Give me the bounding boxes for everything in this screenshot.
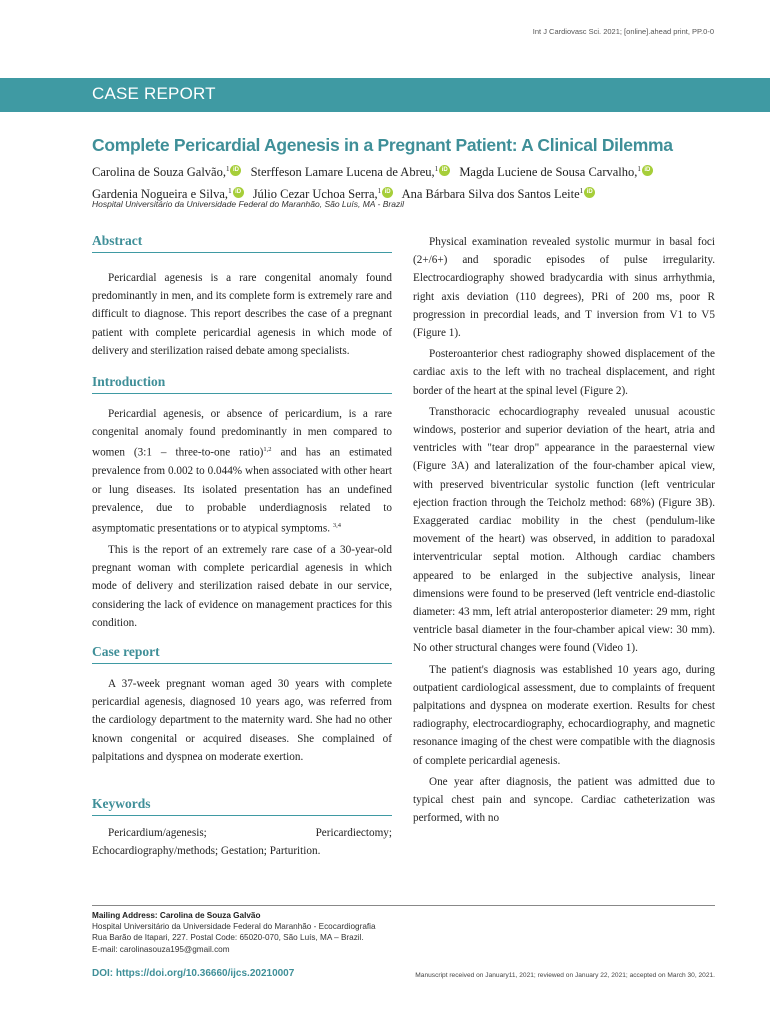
orcid-icon[interactable]: iD [382, 187, 393, 198]
author-name: Júlio Cezar Uchoa Serra, [252, 187, 378, 202]
author-affiliation-ref: 1 [225, 165, 230, 173]
case-report-paragraph: A 37-week pregnant woman aged 30 years with complete pericardial agenesis, diagnosed 10 years ago, was referred from the cardiology department to the maternity ward. She had no other known congenital or acquired diseases. She complained of palpitations and dyspnea on moderate exertion. [92, 677, 392, 763]
orcid-icon[interactable]: iD [642, 165, 653, 176]
body-paragraph: One year after diagnosis, the patient was admitted due to typical chest pain and syncope. Cardiac catheterization was performed, with no [413, 775, 715, 825]
mailing-line: Rua Barão de Itapari, 227. Postal Code: 65020-070, São Luís, MA – Brazil. [92, 933, 364, 943]
author [459, 165, 653, 179]
author-affiliation-ref: 1 [579, 187, 584, 196]
author-name: Sterffeson Lamare Lucena de Abreu, [250, 165, 435, 180]
author-name: Magda Luciene de Sousa Carvalho, [459, 165, 638, 180]
abstract-heading: Abstract [92, 233, 392, 253]
journal-reference: Int J Cardiovasc Sci. 2021; [online].ahead print, PP.0-0 [532, 27, 714, 36]
left-column [92, 233, 392, 860]
article-type-label: CASE REPORT [92, 84, 216, 103]
author [92, 165, 241, 179]
article-title: Complete Pericardial Agenesis in a Pregnant Patient: A Clinical Dilemma [92, 135, 673, 155]
orcid-icon[interactable]: iD [233, 187, 244, 198]
mailing-address [92, 910, 376, 955]
author [251, 165, 451, 179]
affiliation: Hospital Universitário da Universidade Federal do Maranhão, São Luís, MA - Brazil [92, 199, 404, 209]
orcid-icon[interactable]: iD [439, 165, 450, 176]
footer-divider [92, 905, 715, 906]
citation-ref: 1,2 [263, 446, 272, 454]
author-affiliation-ref: 1 [637, 165, 641, 173]
article-type-banner [0, 78, 770, 112]
introduction-text: Pericardial agenesis, or absence of pericardium, is a rare congenital anomaly found predominantly in men compared to women (3:1 – three-to-one ratio) [92, 408, 392, 460]
body-paragraph: Physical examination revealed systolic murmur in basal foci (2+/6+) and sporadic episodes of pulse irregularity. Electrocardiography showed bradycardia with sinus arrhythmia, right axis deviation (110 degrees), PRi of 200 ms, poor R progression in precordial leads, and T inversion from V1 to V5 (Figure 1). [413, 236, 715, 340]
author-name: Carolina de Souza Galvão, [92, 165, 226, 180]
author-name: Gardenia Nogueira e Silva, [92, 187, 229, 202]
introduction-paragraph [92, 405, 392, 538]
right-column [413, 233, 715, 828]
keywords-heading: Keywords [92, 796, 392, 816]
author-name: Ana Bárbara Silva dos Santos Leite [401, 187, 580, 202]
orcid-icon[interactable]: iD [230, 165, 241, 176]
author-affiliation-ref: 1 [377, 187, 382, 196]
doi-link[interactable]: DOI: https://doi.org/10.36660/ijcs.20210007 [92, 968, 295, 979]
mailing-line: Hospital Universitário da Universidade Federal do Maranhão - Ecocardiografia [92, 922, 376, 932]
body-paragraph: Transthoracic echocardiography revealed unusual acoustic windows, posterior and superior deviation of the heart, atria and ventricles with "tear drop" appearance in the paraesternal view (Figure 3A) and lateralization of the four-chamber apical view, with preserved biventricular systolic function (left ventricular ejection fraction through the Teicholz method: 68%) (Figure 3B). Exaggerated cardiac mobility in the chest (pendulum-like movement of the heart) was observed, in addition to paradoxal interventricular septal motion. Although cardiac chambers appeared to be enlarged in the subjective analysis, linear dimensions were found to be preserved (left ventricle end-diastolic diameter: 43 mm, left atrial anteroposterior diameter: 29 mm, right ventricle basal diameter in the four-chamber apical view: 30 mm). No other structural changes were found (Video 1). [413, 405, 715, 655]
body-paragraph: Posteroanterior chest radiography showed displacement of the cardiac axis to the left with no tracheal displacement, and right border of the heart at the spinal level (Figure 2). [413, 348, 715, 397]
abstract-text: Pericardial agenesis is a rare congenital anomaly found predominantly in men, and its complete form is extremely rare and difficult to diagnose. This report describes the case of a pregnant patient with complete pericardial agenesis in which mode of delivery and sterilization raised debate among specialists. [92, 272, 392, 357]
mailing-label: Mailing Address: Carolina de Souza Galvão [92, 911, 261, 920]
introduction-paragraph: This is the report of an extremely rare case of a 30-year-old pregnant woman with complete pericardial agenesis in which mode of delivery and sterilization raised debate in our service, considering the lack of evidence on management practices for this condition. [92, 543, 392, 629]
author-list [92, 160, 732, 204]
body-paragraph: The patient's diagnosis was established 10 years ago, during outpatient cardiological assessment, due to complaints of frequent palpitations and dyspnea on moderate exertion. Results for chest radiography, electrocardiography, echocardiography, and magnetic resonance imaging of the chest were compatible with the diagnosis of complete pericardial agenesis. [413, 663, 715, 767]
orcid-icon[interactable]: iD [584, 187, 595, 198]
author [402, 187, 596, 201]
keywords-text: Pericardium/agenesis; Pericardiectomy; Echocardiography/methods; Gestation; Parturition. [92, 826, 392, 858]
mailing-email[interactable]: E-mail: carolinasouza195@gmail.com [92, 944, 230, 954]
citation-ref: 3,4 [332, 521, 341, 529]
introduction-heading: Introduction [92, 374, 392, 394]
manuscript-dates: Manuscript received on January11, 2021; reviewed on January 22, 2021; accepted on March 30, 2021. [415, 972, 715, 979]
case-report-heading: Case report [92, 644, 392, 664]
author-affiliation-ref: 1 [228, 187, 232, 196]
introduction-text: and has an estimated prevalence from 0.002 to 0.044% when associated with other heart or lung diseases. Its isolated presentation has an undefined prevalence, due to probable underdiagnosis related to asymptomatic presentations or to atypical symptoms. [92, 447, 392, 535]
author-affiliation-ref: 1 [434, 165, 439, 173]
